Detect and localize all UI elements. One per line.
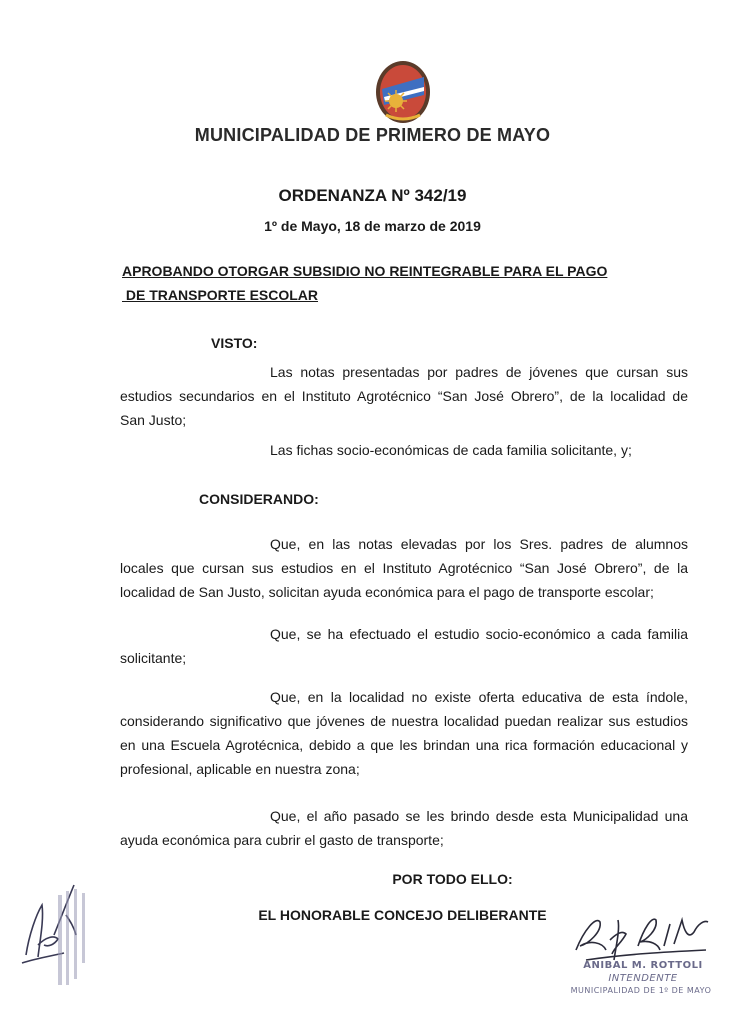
considerando-paragraph-4 [120, 804, 688, 852]
signature-org: MUNICIPALIDAD DE 1º DE MAYO [570, 986, 712, 995]
mayor-signature-block [566, 910, 716, 1005]
visto-paragraph-2 [120, 438, 688, 462]
considerando-heading: CONSIDERANDO: [199, 491, 319, 507]
text-line: profesional, aplicable en nuestra zona; [120, 761, 360, 777]
text-line: locales que cursan sus estudios en el Instituto Agrotécnico “San José Obrero”, de la [120, 560, 688, 576]
ordinance-subject [122, 259, 607, 307]
text-line: Que, en las notas elevadas por los Sres. padres de alumnos [270, 536, 688, 552]
margin-initials-stamp [14, 875, 104, 995]
text-line: San Justo; [120, 412, 187, 428]
organization-name: MUNICIPALIDAD DE PRIMERO DE MAYO [194, 125, 551, 145]
considerando-paragraph-1 [120, 532, 688, 604]
closing-line-1: POR TODO ELLO: [392, 871, 513, 887]
text-line: localidad de San Justo, solicitan ayuda económica para el pago de transporte escolar; [120, 584, 654, 600]
considerando-paragraph-2 [120, 622, 688, 670]
text-line: Las notas presentadas por padres de jóvenes que cursan sus [270, 364, 688, 380]
signature-title: INTENDENTE [608, 973, 678, 984]
municipal-emblem [374, 59, 432, 125]
closing-line-2: EL HONORABLE CONCEJO DELIBERANTE [258, 907, 547, 923]
visto-heading: VISTO: [211, 335, 258, 351]
text-line: solicitante; [120, 650, 187, 666]
considerando-paragraph-3 [120, 685, 688, 781]
text-line: Las fichas socio-económicas de cada familia solicitante, y; [270, 442, 632, 458]
text-line: estudios secundarios en el Instituto Agrotécnico “San José Obrero”, de la localidad de [120, 388, 688, 404]
ordinance-number: ORDENANZA Nº 342/19 [278, 186, 467, 205]
text-line: en una Escuela Agrotécnica, debido a que les brindan una rica formación educacional y [120, 737, 688, 753]
visto-paragraph-1 [120, 360, 688, 432]
ordinance-date: 1º de Mayo, 18 de marzo de 2019 [264, 218, 481, 234]
text-line: Que, se ha efectuado el estudio socio-económico a cada familia [270, 626, 688, 642]
subject-line-2: DE TRANSPORTE ESCOLAR [122, 287, 319, 303]
text-line: Que, en la localidad no existe oferta educativa de esta índole, [270, 689, 688, 705]
text-line: considerando significativo que jóvenes de nuestra localidad puedan realizar sus estudios [120, 713, 688, 729]
subject-line-1: APROBANDO OTORGAR SUBSIDIO NO REINTEGRABLE PARA EL PAGO [122, 263, 608, 279]
text-line: Que, el año pasado se les brindo desde esta Municipalidad una [270, 808, 688, 824]
text-line: ayuda económica para cubrir el gasto de transporte; [120, 832, 444, 848]
signature-name: ANIBAL M. ROTTOLI [583, 960, 703, 971]
